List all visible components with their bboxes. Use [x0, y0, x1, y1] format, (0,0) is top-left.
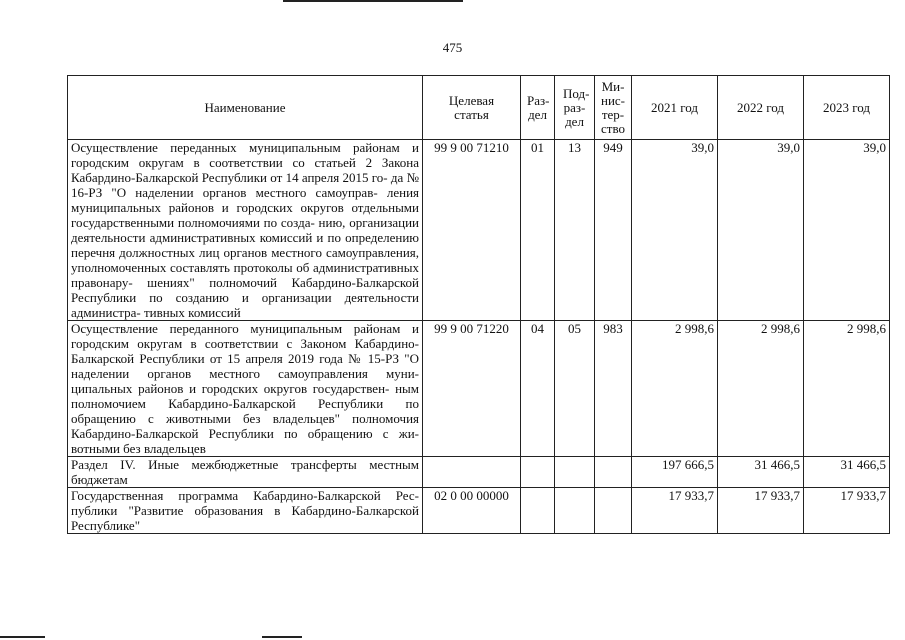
row-section: 04: [521, 321, 555, 457]
row-2021: 2 998,6: [632, 321, 718, 457]
row-2023: 17 933,7: [804, 488, 890, 534]
row-2022: 31 466,5: [718, 457, 804, 488]
row-section: 01: [521, 140, 555, 321]
row-2023: 31 466,5: [804, 457, 890, 488]
page-number: 475: [442, 40, 463, 55]
row-ministry: [595, 457, 632, 488]
header-target: Целевая статья: [423, 76, 521, 140]
budget-table: [67, 75, 890, 534]
row-name: Осуществление переданного муниципальным районам и городским округам в соответствии с Законом Кабардино- Балкарской Республики от 15 апреля 2019 года № 15-РЗ "О наделении органов местного самоуправления муни- ципальных районов и городских округов государствен- ным полномочием Кабардино-Балкарской Республики по обращению с животными без владельцев" полномочия Кабардино-Балкарской Республики по обращению с жи- вотными без владельцев: [68, 321, 423, 457]
header-name: Наименование: [68, 76, 423, 140]
row-target: 02 0 00 00000: [423, 488, 521, 534]
header-subsection: Под- раз- дел: [555, 76, 595, 140]
row-ministry: 949: [595, 140, 632, 321]
table-row: [68, 457, 890, 488]
scan-mark-bottom-left: [0, 636, 45, 638]
header-2023: 2023 год: [804, 76, 890, 140]
row-subsection: [555, 457, 595, 488]
row-subsection: 05: [555, 321, 595, 457]
row-subsection: [555, 488, 595, 534]
row-2023: 2 998,6: [804, 321, 890, 457]
header-ministry: Ми- нис- тер- ство: [595, 76, 632, 140]
scan-mark-top: [283, 0, 463, 2]
header-row: [68, 76, 890, 140]
row-2021: 17 933,7: [632, 488, 718, 534]
row-2022: 39,0: [718, 140, 804, 321]
table-row: [68, 488, 890, 534]
header-2021: 2021 год: [632, 76, 718, 140]
row-2022: 2 998,6: [718, 321, 804, 457]
row-name: Государственная программа Кабардино-Балкарской Рес- публики "Развитие образования в Кабардино-Балкарской Республике": [68, 488, 423, 534]
row-section: [521, 488, 555, 534]
row-2021: 197 666,5: [632, 457, 718, 488]
table-row: [68, 140, 890, 321]
row-target: 99 9 00 71210: [423, 140, 521, 321]
table-row: [68, 321, 890, 457]
row-name: Осуществление переданных муниципальным районам и городским округам в соответствии со статьей 2 Закона Кабардино-Балкарской Республики от 14 апреля 2015 го- да № 16-РЗ "О наделении органов местного самоуправ- ления муниципальных районов и городских округов отдельными государственными полномочиями по созда- нию, организации деятельности административных комиссий и по определению перечня должностных лиц органов местного самоуправления, уполномоченных составлять протоколы об административных правонару- шениях" полномочий Кабардино-Балкарской Республики по созданию и организации деятельности администра- тивных комиссий: [68, 140, 423, 321]
row-ministry: [595, 488, 632, 534]
scan-mark-bottom-center: [262, 636, 302, 638]
row-2021: 39,0: [632, 140, 718, 321]
header-section: Раз- дел: [521, 76, 555, 140]
row-2023: 39,0: [804, 140, 890, 321]
row-target: 99 9 00 71220: [423, 321, 521, 457]
row-subsection: 13: [555, 140, 595, 321]
row-name: Раздел IV. Иные межбюджетные трансферты местным бюджетам: [68, 457, 423, 488]
row-section: [521, 457, 555, 488]
row-target: [423, 457, 521, 488]
header-2022: 2022 год: [718, 76, 804, 140]
row-2022: 17 933,7: [718, 488, 804, 534]
row-ministry: 983: [595, 321, 632, 457]
